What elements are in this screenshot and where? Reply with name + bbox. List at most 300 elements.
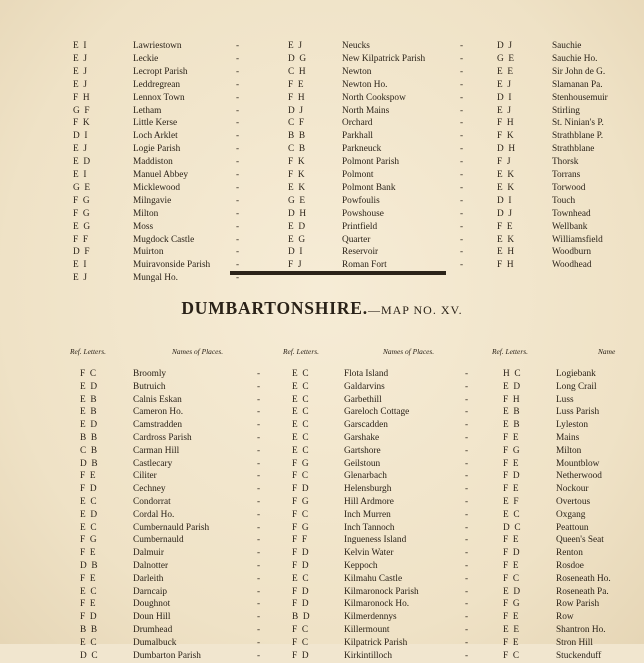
leader-dash: - xyxy=(465,458,469,469)
leader-dash: - xyxy=(236,234,240,245)
place-name: Torwood xyxy=(552,182,586,193)
place-name: Overtous xyxy=(556,497,591,507)
leader-dash: - xyxy=(465,535,469,546)
place-name: Kirkintilloch xyxy=(344,650,393,661)
leader-dash: - xyxy=(460,195,464,206)
ref-letters: H C xyxy=(503,369,521,379)
leader-dash: - xyxy=(257,497,261,507)
leader-dash: - xyxy=(465,497,469,507)
leader-dash: - xyxy=(465,522,469,533)
ref-letters: F G xyxy=(73,208,90,219)
place-name: Long Crail xyxy=(556,381,597,392)
ref-letters: F C xyxy=(292,625,309,635)
leader-dash: - xyxy=(465,625,469,635)
place-name: Kilmerdennys xyxy=(344,612,397,623)
place-name: Cumbernauld Parish xyxy=(133,522,210,533)
place-name: Touch xyxy=(552,195,576,206)
place-name: Wellbank xyxy=(552,221,588,232)
ref-letters: E J xyxy=(73,273,87,284)
leader-dash: - xyxy=(460,260,464,271)
leader-dash: - xyxy=(257,509,261,520)
index-entry xyxy=(0,496,644,509)
leader-dash: - xyxy=(465,433,469,443)
ref-letters: E E xyxy=(503,625,520,635)
leader-dash: - xyxy=(257,420,261,431)
ref-letters: F E xyxy=(80,573,96,584)
leader-dash: - xyxy=(460,118,464,129)
leader-dash: - xyxy=(460,144,464,155)
place-name: Polmont Bank xyxy=(342,182,396,193)
ref-letters: E J xyxy=(73,144,87,155)
leader-dash: - xyxy=(257,599,261,610)
leader-dash: - xyxy=(460,170,464,180)
leader-dash: - xyxy=(465,573,469,584)
ref-letters: E I xyxy=(73,41,87,51)
place-name: Torrans xyxy=(552,170,581,180)
place-name: Doughnot xyxy=(133,599,171,610)
place-name: Muiravonside Parish xyxy=(133,260,211,271)
ref-letters: F E xyxy=(503,458,519,469)
leader-dash: - xyxy=(257,458,261,469)
leader-dash: - xyxy=(236,247,240,258)
ref-letters: E C xyxy=(503,509,520,520)
ref-letters: E G xyxy=(73,221,91,232)
index-entry xyxy=(0,368,644,381)
leader-dash: - xyxy=(465,381,469,392)
place-name: Newton Ho. xyxy=(342,79,388,90)
place-name: Williamsfield xyxy=(552,234,603,245)
index-entry xyxy=(0,483,644,496)
place-name: Mains xyxy=(556,433,580,443)
leader-dash: - xyxy=(257,625,261,635)
place-name: Shantron Ho. xyxy=(556,625,606,635)
index-entry xyxy=(0,272,644,285)
leader-dash: - xyxy=(236,41,240,51)
ref-letters: F G xyxy=(73,195,90,206)
leader-dash: - xyxy=(460,234,464,245)
place-name: Cordal Ho. xyxy=(133,509,175,520)
index-entry xyxy=(0,522,644,535)
ref-letters: D I xyxy=(497,195,512,206)
ref-letters: D C xyxy=(503,522,521,533)
ref-letters: E K xyxy=(497,170,515,180)
index-entry xyxy=(0,221,644,234)
ref-letters: F D xyxy=(292,599,309,610)
ref-letters: F E xyxy=(80,548,96,559)
leader-dash: - xyxy=(236,105,240,116)
place-name: Lecropt Parish xyxy=(133,66,188,77)
ref-letters: E H xyxy=(497,247,515,258)
ref-letters: D F xyxy=(73,247,90,258)
ref-letters: G E xyxy=(497,53,515,64)
ref-letters: E K xyxy=(497,182,515,193)
place-name: Micklewood xyxy=(133,182,180,193)
leader-dash: - xyxy=(257,637,261,648)
place-name: Quarter xyxy=(342,234,371,245)
leader-dash: - xyxy=(465,509,469,520)
place-name: Townhead xyxy=(552,208,591,219)
ref-letters: E D xyxy=(503,586,521,597)
place-name: Inch Tannoch xyxy=(344,522,395,533)
index-entry xyxy=(0,509,644,522)
leader-dash: - xyxy=(460,182,464,193)
leader-dash: - xyxy=(236,157,240,168)
ref-letters: E J xyxy=(73,66,87,77)
place-name: Dalmuir xyxy=(133,548,164,559)
leader-dash: - xyxy=(460,157,464,168)
index-entry xyxy=(0,156,644,169)
place-name: Lyleston xyxy=(556,420,589,431)
place-name: Mugdock Castle xyxy=(133,234,195,245)
place-name: Butruich xyxy=(133,381,166,392)
ref-letters: E B xyxy=(80,407,97,418)
ref-letters: F D xyxy=(503,548,520,559)
place-name: Garscadden xyxy=(344,420,388,431)
ref-letters: F D xyxy=(292,586,309,597)
leader-dash: - xyxy=(236,66,240,77)
ref-letters: F D xyxy=(292,561,309,571)
ref-letters: F D xyxy=(503,471,520,482)
place-name: Luss xyxy=(556,394,574,405)
place-name: Cardross Parish xyxy=(133,433,192,443)
index-entry xyxy=(0,406,644,419)
leader-dash: - xyxy=(460,66,464,77)
place-name: Roseneath Ho. xyxy=(556,573,611,584)
place-name: Logiebank xyxy=(556,369,596,379)
ref-letters: E J xyxy=(73,79,87,90)
place-name: Roman Fort xyxy=(342,260,387,271)
place-name: Milton xyxy=(133,208,159,219)
leader-dash: - xyxy=(465,561,469,571)
ref-letters: F E xyxy=(503,561,519,571)
place-name: Woodhead xyxy=(552,260,592,271)
ref-letters: F C xyxy=(80,369,97,379)
place-name: Orchard xyxy=(342,118,373,129)
ref-letters: F D xyxy=(292,650,309,661)
leader-dash: - xyxy=(257,573,261,584)
ref-letters: E F xyxy=(503,497,519,507)
ref-letters: B B xyxy=(80,625,98,635)
ref-letters: F J xyxy=(497,157,511,168)
ref-letters: E C xyxy=(292,394,309,405)
index-entry xyxy=(0,650,644,663)
place-name: Powfoulis xyxy=(342,195,380,206)
ref-letters: E C xyxy=(80,637,97,648)
place-name: Cechney xyxy=(133,484,166,495)
index-entry xyxy=(0,53,644,66)
place-name: St. Ninian's P. xyxy=(552,118,604,129)
index-entry xyxy=(0,130,644,143)
ref-letters: E C xyxy=(292,433,309,443)
place-name: Manuel Abbey xyxy=(133,170,188,180)
place-name: Keppoch xyxy=(344,561,378,571)
place-name: Darncaip xyxy=(133,586,168,597)
leader-dash: - xyxy=(257,522,261,533)
ref-letters: D I xyxy=(73,131,88,142)
ref-letters: D C xyxy=(80,650,98,661)
leader-dash: - xyxy=(460,53,464,64)
place-name: Inch Murren xyxy=(344,509,391,520)
place-name: Strathblane xyxy=(552,144,595,155)
leader-dash: - xyxy=(257,445,261,456)
place-name: Darleith xyxy=(133,573,164,584)
map-number: —MAP NO. XV. xyxy=(367,303,463,317)
ref-letters: D I xyxy=(288,247,303,258)
ref-letters: F C xyxy=(292,509,309,520)
place-name: Milngavie xyxy=(133,195,172,206)
ref-letters: F G xyxy=(503,445,520,456)
place-name: Stenhousemuir xyxy=(552,92,608,103)
ref-letters: E C xyxy=(292,381,309,392)
leader-dash: - xyxy=(236,260,240,271)
ref-letters: E J xyxy=(497,79,511,90)
ref-letters: E B xyxy=(503,407,520,418)
ref-letters: F K xyxy=(497,131,514,142)
place-name: Roseneath Pa. xyxy=(556,586,609,597)
ref-letters: G E xyxy=(288,195,306,206)
ref-letters: D J xyxy=(497,41,512,51)
place-name: Flota Island xyxy=(344,369,389,379)
ref-letters: D B xyxy=(80,561,98,571)
place-name: Printfield xyxy=(342,221,378,232)
index-entry xyxy=(0,598,644,611)
place-name: Rosdoe xyxy=(556,561,584,571)
place-name: Sir John de G. xyxy=(552,66,606,77)
leader-dash: - xyxy=(465,586,469,597)
place-name: Milton xyxy=(556,445,582,456)
ref-letters: E C xyxy=(80,497,97,507)
ref-letters: F E xyxy=(80,471,96,482)
ref-letters: E C xyxy=(292,445,309,456)
place-name: Mountblow xyxy=(556,458,600,469)
ref-letters: E J xyxy=(288,41,302,51)
index-entry xyxy=(0,66,644,79)
index-entry xyxy=(0,79,644,92)
place-name: Letham xyxy=(133,105,162,116)
ref-letters: D B xyxy=(80,458,98,469)
ref-letters: E I xyxy=(73,170,87,180)
place-name: Neucks xyxy=(342,41,370,51)
leader-dash: - xyxy=(465,445,469,456)
ref-letters: F D xyxy=(292,548,309,559)
place-name: Leddregrean xyxy=(133,79,180,90)
ref-letters: C B xyxy=(80,445,98,456)
leader-dash: - xyxy=(465,637,469,648)
ref-letters: F D xyxy=(292,484,309,495)
ref-letters: F H xyxy=(503,394,520,405)
index-entry xyxy=(0,381,644,394)
leader-dash: - xyxy=(460,105,464,116)
place-name: Gareloch Cottage xyxy=(344,407,410,418)
place-name: Nockour xyxy=(556,484,589,495)
ref-letters: D H xyxy=(497,144,516,155)
leader-dash: - xyxy=(236,144,240,155)
place-name: Logie Parish xyxy=(133,144,181,155)
leader-dash: - xyxy=(257,433,261,443)
ref-letters: D G xyxy=(288,53,307,64)
index-entry xyxy=(0,195,644,208)
place-name: Mungal Ho. xyxy=(133,273,178,284)
leader-dash: - xyxy=(257,535,261,546)
ref-letters: F D xyxy=(80,612,97,623)
leader-dash: - xyxy=(257,407,261,418)
leader-dash: - xyxy=(465,420,469,431)
place-name: Dalnotter xyxy=(133,561,169,571)
place-name: Broomly xyxy=(133,369,167,379)
ref-letters: F G xyxy=(292,458,309,469)
ref-letters: F E xyxy=(503,535,519,546)
place-name: Garbethill xyxy=(344,394,382,405)
place-name: Luss Parish xyxy=(556,407,600,418)
place-name: Kilmaronock Ho. xyxy=(344,599,410,610)
index-entry xyxy=(0,40,644,53)
index-entry xyxy=(0,394,644,407)
leader-dash: - xyxy=(236,221,240,232)
place-name: Strathblane P. xyxy=(552,131,604,142)
ref-letters: F K xyxy=(288,170,305,180)
place-name: Cumbernauld xyxy=(133,535,184,546)
leader-dash: - xyxy=(236,208,240,219)
index-entry xyxy=(0,586,644,599)
place-name: Glenarbach xyxy=(344,471,387,482)
place-name: Hill Ardmore xyxy=(344,497,394,507)
leader-dash: - xyxy=(257,612,261,623)
index-entry xyxy=(0,560,644,573)
ref-letters: F E xyxy=(503,484,519,495)
leader-dash: - xyxy=(460,92,464,103)
ref-letters: E D xyxy=(80,509,98,520)
leader-dash: - xyxy=(460,131,464,142)
leader-dash: - xyxy=(465,471,469,482)
place-name: Cameron Ho. xyxy=(133,407,184,418)
ref-letters: D I xyxy=(497,92,512,103)
ref-letters: F E xyxy=(503,637,519,648)
ref-letters: F G xyxy=(292,497,309,507)
leader-dash: - xyxy=(257,394,261,405)
ref-letters: F J xyxy=(288,260,302,271)
ref-letters: F H xyxy=(288,92,305,103)
leader-dash: - xyxy=(465,650,469,661)
index-entry xyxy=(0,117,644,130)
index-entry xyxy=(0,143,644,156)
place-name: Renton xyxy=(556,548,583,559)
place-name: Queen's Seat xyxy=(556,535,604,546)
place-name: Muirton xyxy=(133,247,164,258)
index-entry xyxy=(0,573,644,586)
place-name: Camstradden xyxy=(133,420,183,431)
ref-letters: F E xyxy=(503,612,519,623)
ref-letters-header-2: Ref. Letters. xyxy=(283,347,319,356)
leader-dash: - xyxy=(257,471,261,482)
ref-letters: E C xyxy=(292,407,309,418)
leader-dash: - xyxy=(460,247,464,258)
leader-dash: - xyxy=(257,561,261,571)
ref-letters: F D xyxy=(80,484,97,495)
leader-dash: - xyxy=(236,131,240,142)
place-name: Stron Hill xyxy=(556,637,593,648)
index-entry xyxy=(0,432,644,445)
ref-letters: E J xyxy=(497,105,511,116)
place-name: Carman Hill xyxy=(133,445,180,456)
leader-dash: - xyxy=(465,407,469,418)
place-name: Thorsk xyxy=(552,157,579,168)
section-title xyxy=(0,298,644,319)
ref-letters: E D xyxy=(80,420,98,431)
ref-letters: F H xyxy=(497,260,514,271)
ref-letters: B B xyxy=(288,131,306,142)
place-name: Loch Arklet xyxy=(133,131,178,142)
place-name: Leckie xyxy=(133,53,159,64)
place-name: Castlecary xyxy=(133,458,173,469)
ref-letters-header-1: Ref. Letters. xyxy=(70,347,106,356)
index-entry xyxy=(0,234,644,247)
index-entry xyxy=(0,637,644,650)
leader-dash: - xyxy=(465,369,469,379)
place-name: Calnis Eskan xyxy=(133,394,182,405)
ref-letters: E E xyxy=(497,66,514,77)
place-name: Kilmaronock Parish xyxy=(344,586,419,597)
place-name: Gartshore xyxy=(344,445,381,456)
leader-dash: - xyxy=(460,221,464,232)
leader-dash: - xyxy=(257,484,261,495)
place-name: Kilmahu Castle xyxy=(344,573,403,584)
place-name: Drumhead xyxy=(133,625,173,635)
ref-letters: F E xyxy=(288,79,304,90)
ref-letters: E C xyxy=(80,586,97,597)
place-name: Peattoun xyxy=(556,522,589,533)
ref-letters: E K xyxy=(497,234,515,245)
place-name: Polmont Parish xyxy=(342,157,400,168)
ref-letters: F K xyxy=(73,118,90,129)
place-name: Lawriestown xyxy=(133,41,182,51)
leader-dash: - xyxy=(465,548,469,559)
ref-letters: F F xyxy=(73,234,88,245)
place-name: Galdarvins xyxy=(344,381,385,392)
ref-letters: F F xyxy=(292,535,307,546)
index-entry xyxy=(0,259,644,272)
ref-letters: B D xyxy=(292,612,310,623)
ref-letters: E D xyxy=(73,157,91,168)
index-entry xyxy=(0,445,644,458)
place-name: Little Kerse xyxy=(133,118,178,129)
index-entry xyxy=(0,92,644,105)
place-name: Garshake xyxy=(344,433,380,443)
ref-letters: E D xyxy=(80,381,98,392)
place-name: Condorrat xyxy=(133,497,171,507)
names-header-1: Names of Places. xyxy=(172,347,224,356)
place-name: Stuckenduff xyxy=(556,650,602,661)
leader-dash: - xyxy=(257,369,261,379)
place-name: Ciliter xyxy=(133,471,157,482)
place-name: Dumalbuck xyxy=(133,637,177,648)
place-name: Row Parish xyxy=(556,599,600,610)
ref-letters: F E xyxy=(497,221,513,232)
ref-letters: E J xyxy=(73,53,87,64)
index-entry xyxy=(0,208,644,221)
ref-letters: E C xyxy=(292,573,309,584)
leader-dash: - xyxy=(465,612,469,623)
ref-letters: B B xyxy=(80,433,98,443)
ref-letters: F G xyxy=(80,535,97,546)
ref-letters-header-3: Ref. Letters. xyxy=(492,347,528,356)
index-entry xyxy=(0,105,644,118)
names-header-2: Names of Places. xyxy=(383,347,435,356)
place-name: Lennox Town xyxy=(133,92,185,103)
ref-letters: F H xyxy=(497,118,514,129)
index-entry xyxy=(0,458,644,471)
leader-dash: - xyxy=(236,92,240,103)
index-entry xyxy=(0,470,644,483)
